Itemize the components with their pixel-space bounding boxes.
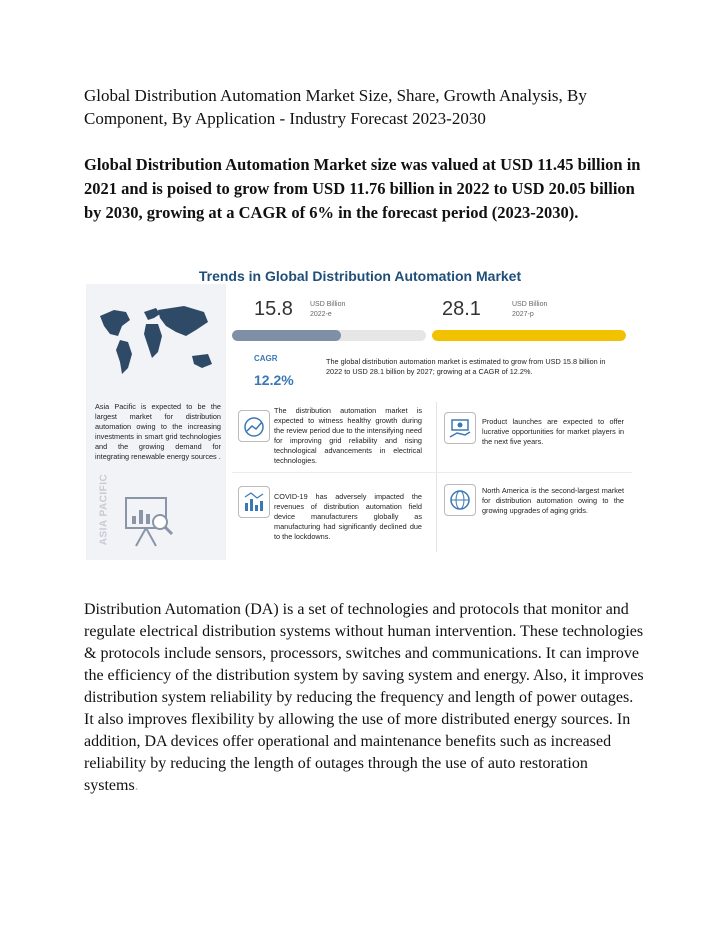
stat-2027-value: 28.1: [442, 298, 481, 320]
asia-pacific-vertical-label: ASIA PACIFIC: [98, 473, 110, 546]
covid-chart-icon: [238, 486, 270, 518]
growth-chart-icon: [238, 410, 270, 442]
stat-2022-year: 2022-e: [310, 311, 332, 318]
stat-2027-unit: [512, 300, 547, 320]
cagr-label: CAGR: [254, 354, 278, 363]
card-north-america: North America is the second-largest market for distribution automation owing to the growing upgrades of aging grids.: [482, 486, 624, 515]
market-infographic: [86, 262, 634, 562]
card-market-growth: The distribution automation market is expected to witness healthy growth during the review period due to the intensifying need for improving grid reliability and rising technological advancements in electrical technologies.: [274, 406, 422, 465]
stat-2022-unit-label: USD Billion: [310, 301, 346, 308]
cagr-value: 12.2%: [254, 372, 294, 388]
document-lead-paragraph: Global Distribution Automation Market size was valued at USD 11.45 billion in 2021 and is poised to grow from USD 11.76 billion in 2022 to USD 20.05 billion by 2030, growing at a CAGR of 6% in the forecast period (2023-2030).: [84, 155, 641, 222]
card-covid-impact: COVID-19 has adversely impacted the revenues of distribution automation field device manufacturers globally as manufacturing had significantly declined due to the lockdowns.: [274, 492, 422, 541]
asia-pacific-panel: [86, 284, 226, 560]
stat-2027-year: 2027-p: [512, 311, 534, 318]
infographic-title: Trends in Global Distribution Automation Market: [198, 268, 522, 284]
globe-icon: [444, 484, 476, 516]
world-map-icon: [92, 296, 220, 388]
document-body-text: Distribution Automation (DA) is a set of technologies and protocols that monitor and regulate electrical distribution systems without human intervention. These technologies & protocols include sensors, processors, switches and communications. It can improve the efficiency of the distribution system by saving system and energy. Also, it improves distribution system reliability by reducing the frequency and length of power outages. It also improves flexibility by allowing the use of more distributed energy sources. In addition, DA devices offer operational and maintenance benefits such as increased reliability by reducing the length of outages through the use of auto restoration systems: [84, 601, 644, 794]
money-hand-icon: [444, 412, 476, 444]
stat-2022-unit: [310, 300, 345, 320]
card-product-launches: Product launches are expected to offer lucrative opportunities for market players in the next five years.: [482, 417, 624, 446]
stat-2022-bar-fill: [232, 330, 341, 341]
stat-2027-unit-label: USD Billion: [512, 301, 548, 308]
document-title: Global Distribution Automation Market Size, Share, Growth Analysis, By Component, By Application - Industry Forecast 2023-2030: [84, 86, 587, 128]
chart-magnifier-icon: [122, 492, 178, 550]
asia-pacific-text: Asia Pacific is expected to be the largest market for distribution automation owing to the increasing investments in smart grid technologies and the growing demand for integrating renewable energy sources .: [95, 402, 221, 461]
divider-vertical: [436, 402, 437, 552]
divider-horizontal: [232, 472, 632, 473]
cagr-description: The global distribution automation market is estimated to grow from USD 15.8 billion in 2022 to USD 28.1 billion by 2027; growing at a CAGR of 12.2%.: [326, 357, 606, 376]
stat-2027-bar: [432, 330, 626, 341]
stat-2022-bar: [232, 330, 426, 341]
document-body-paragraph: [84, 599, 644, 797]
stat-2022-value: 15.8: [254, 298, 293, 320]
stat-2027-bar-fill: [432, 330, 626, 341]
document-body-end: .: [134, 777, 139, 794]
